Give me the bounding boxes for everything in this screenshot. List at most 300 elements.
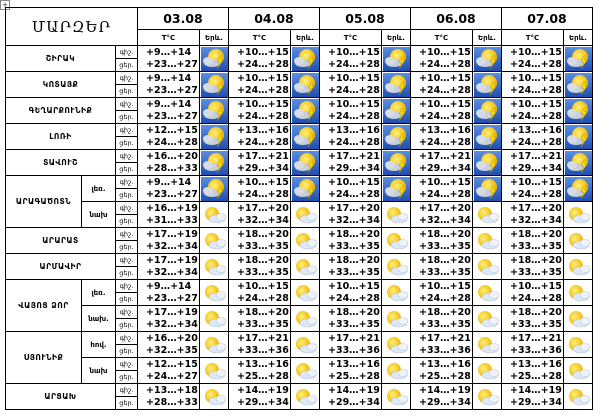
temperature-cell	[138, 254, 200, 280]
thunderstorm-icon	[564, 46, 593, 72]
day-temperature: +24…+28	[328, 292, 380, 304]
day-temperature: +24…+28	[510, 84, 562, 96]
night-temperature: +17…+20	[237, 202, 289, 214]
day-temperature: +25…+28	[419, 370, 471, 382]
night-temperature: +18…+20	[510, 254, 562, 266]
night-temperature: +10…+15	[328, 98, 380, 110]
region-row	[6, 202, 593, 228]
sun-cloud-icon	[382, 228, 411, 254]
night-temperature: +17…+21	[510, 150, 562, 162]
day-temperature: +33…+35	[328, 318, 380, 330]
night-temperature: +13…+16	[328, 358, 380, 370]
night-temperature: +9…+14	[146, 176, 192, 188]
temperature-cell	[320, 280, 382, 306]
night-temperature: +13…+18	[146, 384, 198, 396]
thunderstorm-icon	[382, 98, 411, 124]
night-temperature: +10…+15	[328, 176, 380, 188]
temperature-cell	[229, 280, 291, 306]
date-header: 05.08	[320, 8, 411, 30]
thunderstorm-icon	[564, 176, 593, 202]
sun-cloud-icon	[382, 280, 411, 306]
region-name: ԱՐՑԱԽ	[6, 384, 116, 410]
day-temperature: +24…+28	[419, 188, 471, 200]
night-temperature: +10…+15	[237, 72, 289, 84]
sun-cloud-icon	[473, 254, 502, 280]
temperature-cell	[502, 332, 564, 358]
day-temperature: +33…+36	[237, 344, 289, 356]
day-temperature: +23…+27	[146, 84, 198, 96]
region-name: ԿՈՏԱՅՔ	[6, 72, 116, 98]
temperature-cell	[138, 384, 200, 410]
temperature-cell	[229, 124, 291, 150]
sun-cloud-icon	[473, 384, 502, 410]
thunderstorm-icon	[200, 150, 229, 176]
sun-cloud-icon	[382, 202, 411, 228]
sun-cloud-icon	[291, 202, 320, 228]
region-name: ԱՐՄԱՎԻՐ	[6, 254, 116, 280]
thunderstorm-icon	[473, 98, 502, 124]
temperature-cell	[502, 150, 564, 176]
night-temperature: +13…+16	[328, 124, 380, 136]
thunderstorm-icon	[200, 176, 229, 202]
temperature-cell	[320, 254, 382, 280]
temperature-cell	[411, 176, 473, 202]
sun-cloud-icon	[291, 384, 320, 410]
sun-cloud-icon	[200, 202, 229, 228]
night-temperature: +10…+15	[510, 46, 562, 58]
temperature-cell	[502, 358, 564, 384]
night-temperature: +14…+19	[328, 384, 380, 396]
temperature-subheader: T°C	[320, 30, 382, 46]
day-temperature: +25…+28	[237, 370, 289, 382]
thunderstorm-icon	[200, 72, 229, 98]
time-of-day-labels	[116, 254, 138, 280]
day-temperature: +29…+34	[328, 396, 380, 408]
night-temperature: +17…+21	[328, 332, 380, 344]
night-label: գիշ.	[116, 254, 137, 267]
night-temperature: +14…+19	[419, 384, 471, 396]
day-temperature: +24…+28	[328, 110, 380, 122]
sun-cloud-icon	[473, 306, 502, 332]
time-of-day-labels	[116, 150, 138, 176]
sun-cloud-icon	[291, 254, 320, 280]
day-temperature: +29…+34	[510, 162, 562, 174]
day-temperature: +32…+34	[146, 240, 198, 252]
thunderstorm-icon	[291, 124, 320, 150]
region-row	[6, 228, 593, 254]
thunderstorm-icon	[473, 150, 502, 176]
temperature-cell	[502, 98, 564, 124]
temperature-cell	[138, 176, 200, 202]
temperature-subheader: T°C	[502, 30, 564, 46]
time-of-day-labels	[116, 176, 138, 202]
time-of-day-labels	[116, 124, 138, 150]
night-temperature: +10…+15	[419, 176, 471, 188]
temperature-cell	[320, 384, 382, 410]
night-temperature: +13…+16	[419, 358, 471, 370]
day-temperature: +33…+35	[419, 266, 471, 278]
thunderstorm-icon	[200, 98, 229, 124]
temperature-cell	[320, 46, 382, 72]
night-temperature: +13…+16	[237, 124, 289, 136]
day-temperature: +33…+35	[237, 318, 289, 330]
thunderstorm-icon	[291, 72, 320, 98]
time-of-day-labels	[116, 306, 138, 332]
night-temperature: +10…+15	[510, 72, 562, 84]
time-of-day-labels	[116, 384, 138, 410]
day-temperature: +32…+34	[510, 214, 562, 226]
day-label: ցեր.	[119, 217, 134, 225]
date-header: 06.08	[411, 8, 502, 30]
region-row	[6, 150, 593, 176]
day-temperature: +24…+28	[510, 188, 562, 200]
night-temperature: +17…+21	[237, 150, 289, 162]
temperature-cell	[411, 384, 473, 410]
night-temperature: +17…+21	[328, 150, 380, 162]
thunderstorm-icon	[473, 72, 502, 98]
day-temperature: +33…+35	[510, 240, 562, 252]
day-temperature: +33…+35	[328, 240, 380, 252]
night-label: գիշ.	[116, 72, 137, 85]
temperature-cell	[138, 228, 200, 254]
region-name: ԼՈՌԻ	[6, 124, 116, 150]
weather-subheader: Երև.	[291, 30, 320, 46]
subregion-label: լեռ.	[82, 280, 116, 306]
thunderstorm-icon	[291, 176, 320, 202]
region-row	[6, 384, 593, 410]
day-temperature: +33…+35	[237, 240, 289, 252]
night-temperature: +18…+20	[419, 254, 471, 266]
subregion-label: նախ	[82, 202, 116, 228]
temperature-cell	[229, 202, 291, 228]
sun-cloud-icon	[564, 384, 593, 410]
time-of-day-labels	[116, 332, 138, 358]
night-temperature: +12…+15	[146, 358, 198, 370]
day-temperature: +32…+34	[146, 266, 198, 278]
temperature-cell	[411, 150, 473, 176]
thunderstorm-icon	[564, 124, 593, 150]
region-name: ԱՐԱԳԱԾՈՏՆ	[6, 176, 82, 228]
temperature-cell	[320, 202, 382, 228]
night-temperature: +18…+20	[328, 306, 380, 318]
day-temperature: +29…+34	[510, 396, 562, 408]
sun-cloud-icon	[473, 228, 502, 254]
day-temperature: +32…+35	[146, 344, 198, 356]
day-temperature: +24…+28	[328, 136, 380, 148]
temperature-cell	[138, 280, 200, 306]
subregion-label: նախ.	[82, 306, 116, 332]
date-header: 07.08	[502, 8, 593, 30]
sun-cloud-icon	[382, 358, 411, 384]
day-label: ցեր.	[119, 61, 134, 69]
date-header: 03.08	[138, 8, 229, 30]
sun-cloud-icon	[564, 358, 593, 384]
temperature-cell	[411, 72, 473, 98]
sun-cloud-icon	[200, 228, 229, 254]
sun-cloud-icon	[291, 358, 320, 384]
night-temperature: +17…+21	[237, 332, 289, 344]
night-temperature: +10…+15	[237, 176, 289, 188]
thunderstorm-icon	[382, 72, 411, 98]
day-temperature: +24…+28	[237, 110, 289, 122]
day-label: ցեր.	[119, 243, 134, 251]
temperature-subheader: T°C	[411, 30, 473, 46]
night-temperature: +10…+15	[419, 72, 471, 84]
region-name: ՍՅՈՒՆԻՔ	[6, 332, 82, 384]
sun-cloud-icon	[382, 384, 411, 410]
night-temperature: +17…+19	[146, 228, 198, 240]
night-temperature: +10…+15	[328, 72, 380, 84]
temperature-cell	[411, 202, 473, 228]
day-temperature: +32…+34	[419, 214, 471, 226]
day-temperature: +25…+28	[510, 370, 562, 382]
night-temperature: +9…+14	[146, 72, 192, 84]
night-temperature: +18…+20	[237, 228, 289, 240]
day-temperature: +33…+35	[237, 266, 289, 278]
day-label: ցեր.	[119, 165, 134, 173]
thunderstorm-icon	[200, 46, 229, 72]
day-temperature: +24…+28	[419, 136, 471, 148]
night-temperature: +17…+21	[419, 150, 471, 162]
day-temperature: +24…+28	[510, 110, 562, 122]
date-header: 04.08	[229, 8, 320, 30]
night-temperature: +10…+15	[510, 98, 562, 110]
night-label: գիշ.	[116, 46, 137, 59]
temperature-cell	[502, 254, 564, 280]
day-temperature: +24…+28	[328, 188, 380, 200]
day-temperature: +25…+28	[328, 370, 380, 382]
day-temperature: +24…+28	[237, 84, 289, 96]
day-temperature: +29…+34	[237, 396, 289, 408]
night-temperature: +10…+15	[328, 46, 380, 58]
day-temperature: +24…+28	[510, 58, 562, 70]
day-temperature: +33…+35	[419, 240, 471, 252]
day-temperature: +24…+28	[419, 84, 471, 96]
weather-subheader: Երև.	[473, 30, 502, 46]
thunderstorm-icon	[564, 150, 593, 176]
day-temperature: +29…+34	[237, 162, 289, 174]
night-temperature: +18…+20	[328, 254, 380, 266]
day-label: ցեր.	[119, 87, 134, 95]
night-temperature: +18…+20	[237, 306, 289, 318]
night-temperature: +17…+20	[510, 202, 562, 214]
day-temperature: +24…+27	[146, 370, 198, 382]
day-label: ցեր.	[119, 347, 134, 355]
temperature-cell	[320, 176, 382, 202]
thunderstorm-icon	[291, 46, 320, 72]
temperature-cell	[229, 72, 291, 98]
temperature-cell	[320, 150, 382, 176]
sun-cloud-icon	[291, 306, 320, 332]
day-temperature: +23…+27	[146, 110, 198, 122]
day-label: ցեր.	[119, 295, 134, 303]
night-temperature: +10…+15	[419, 280, 471, 292]
day-temperature: +29…+34	[419, 396, 471, 408]
day-label: ցեր.	[119, 399, 134, 407]
night-label: գիշ.	[116, 98, 137, 111]
temperature-cell	[502, 280, 564, 306]
sun-cloud-icon	[200, 254, 229, 280]
day-temperature: +33…+35	[510, 266, 562, 278]
thunderstorm-icon	[473, 46, 502, 72]
temperature-cell	[138, 98, 200, 124]
temperature-cell	[411, 358, 473, 384]
day-temperature: +24…+28	[328, 58, 380, 70]
day-label: ցեր.	[119, 139, 134, 147]
sun-cloud-icon	[200, 384, 229, 410]
night-label: գիշ.	[116, 124, 137, 137]
night-temperature: +18…+20	[237, 254, 289, 266]
region-row	[6, 72, 593, 98]
region-row	[6, 254, 593, 280]
day-label: ցեր.	[119, 191, 134, 199]
time-of-day-labels	[116, 46, 138, 72]
night-label: գիշ.	[116, 202, 137, 215]
temperature-cell	[229, 98, 291, 124]
table-move-handle-icon[interactable]: +	[0, 0, 10, 10]
thunderstorm-icon	[473, 124, 502, 150]
thunderstorm-icon	[200, 124, 229, 150]
temperature-cell	[502, 384, 564, 410]
sun-cloud-icon	[564, 306, 593, 332]
night-temperature: +9…+14	[146, 98, 192, 110]
temperature-cell	[502, 228, 564, 254]
day-temperature: +24…+28	[237, 188, 289, 200]
night-label: գիշ.	[116, 358, 137, 371]
sun-cloud-icon	[382, 332, 411, 358]
sun-cloud-icon	[200, 358, 229, 384]
sun-cloud-icon	[291, 228, 320, 254]
night-temperature: +12…+15	[146, 124, 198, 136]
sun-cloud-icon	[473, 202, 502, 228]
region-name: ՇԻՐԱԿ	[6, 46, 116, 72]
night-temperature: +10…+15	[237, 46, 289, 58]
day-temperature: +24…+28	[237, 58, 289, 70]
day-temperature: +29…+34	[328, 162, 380, 174]
temperature-cell	[229, 306, 291, 332]
thunderstorm-icon	[564, 98, 593, 124]
night-temperature: +16…+20	[146, 332, 198, 344]
day-label: ցեր.	[119, 321, 134, 329]
sun-cloud-icon	[564, 202, 593, 228]
forecast-table	[5, 7, 593, 410]
region-name: ԳԵՂԱՐՔՈՒՆԻՔ	[6, 98, 116, 124]
day-temperature: +24…+28	[510, 136, 562, 148]
day-temperature: +24…+28	[328, 84, 380, 96]
temperature-cell	[138, 202, 200, 228]
subregion-label: նախ	[82, 358, 116, 384]
region-row	[6, 176, 593, 202]
region-row	[6, 332, 593, 358]
temperature-cell	[411, 306, 473, 332]
region-name: ՎԱՅՈՑ ՁՈՐ	[6, 280, 82, 332]
day-temperature: +23…+27	[146, 58, 198, 70]
day-temperature: +24…+28	[237, 292, 289, 304]
temperature-cell	[411, 228, 473, 254]
sun-cloud-icon	[200, 332, 229, 358]
weather-subheader: Երև.	[382, 30, 411, 46]
temperature-subheader: T°C	[229, 30, 291, 46]
region-column-header: ՄԱՐԶԵՐ	[6, 8, 138, 46]
day-temperature: +33…+36	[419, 344, 471, 356]
temperature-cell	[138, 306, 200, 332]
night-label: գիշ.	[116, 306, 137, 319]
thunderstorm-icon	[291, 150, 320, 176]
night-temperature: +14…+19	[237, 384, 289, 396]
region-row	[6, 280, 593, 306]
temperature-cell	[320, 98, 382, 124]
temperature-cell	[411, 280, 473, 306]
temperature-cell	[320, 228, 382, 254]
day-temperature: +32…+34	[328, 214, 380, 226]
night-label: գիշ.	[116, 176, 137, 189]
night-temperature: +10…+15	[237, 280, 289, 292]
night-label: գիշ.	[116, 150, 137, 163]
day-temperature: +28…+33	[146, 162, 198, 174]
temperature-cell	[229, 228, 291, 254]
temperature-cell	[320, 72, 382, 98]
thunderstorm-icon	[382, 176, 411, 202]
time-of-day-labels	[116, 72, 138, 98]
night-label: գիշ.	[116, 384, 137, 397]
temperature-cell	[411, 46, 473, 72]
region-row	[6, 46, 593, 72]
night-temperature: +17…+21	[419, 332, 471, 344]
day-temperature: +33…+36	[328, 344, 380, 356]
night-temperature: +18…+20	[510, 228, 562, 240]
sun-cloud-icon	[382, 254, 411, 280]
time-of-day-labels	[116, 280, 138, 306]
region-name: ԱՐԱՐԱՏ	[6, 228, 116, 254]
night-temperature: +13…+16	[237, 358, 289, 370]
temperature-cell	[502, 46, 564, 72]
temperature-cell	[502, 306, 564, 332]
night-temperature: +18…+20	[419, 306, 471, 318]
temperature-cell	[138, 150, 200, 176]
day-temperature: +33…+36	[510, 344, 562, 356]
thunderstorm-icon	[382, 150, 411, 176]
temperature-cell	[229, 150, 291, 176]
sun-cloud-icon	[382, 306, 411, 332]
temperature-cell	[411, 332, 473, 358]
sun-cloud-icon	[200, 280, 229, 306]
night-temperature: +10…+15	[510, 176, 562, 188]
night-temperature: +13…+16	[419, 124, 471, 136]
night-temperature: +10…+15	[510, 280, 562, 292]
region-name: ՏԱՎՈՒՇ	[6, 150, 116, 176]
day-temperature: +33…+35	[328, 266, 380, 278]
day-temperature: +24…+28	[237, 136, 289, 148]
temperature-cell	[229, 46, 291, 72]
region-row	[6, 358, 593, 384]
temperature-cell	[138, 72, 200, 98]
day-label: ցեր.	[119, 269, 134, 277]
subregion-label: լեռ.	[82, 176, 116, 202]
temperature-cell	[229, 176, 291, 202]
night-temperature: +10…+15	[237, 98, 289, 110]
temperature-cell	[502, 124, 564, 150]
day-temperature: +33…+35	[419, 318, 471, 330]
temperature-cell	[320, 124, 382, 150]
night-temperature: +17…+19	[146, 254, 198, 266]
day-temperature: +28…+33	[146, 396, 198, 408]
time-of-day-labels	[116, 202, 138, 228]
sun-cloud-icon	[473, 332, 502, 358]
temperature-cell	[502, 176, 564, 202]
region-row	[6, 124, 593, 150]
temperature-cell	[320, 306, 382, 332]
night-temperature: +10…+15	[419, 46, 471, 58]
